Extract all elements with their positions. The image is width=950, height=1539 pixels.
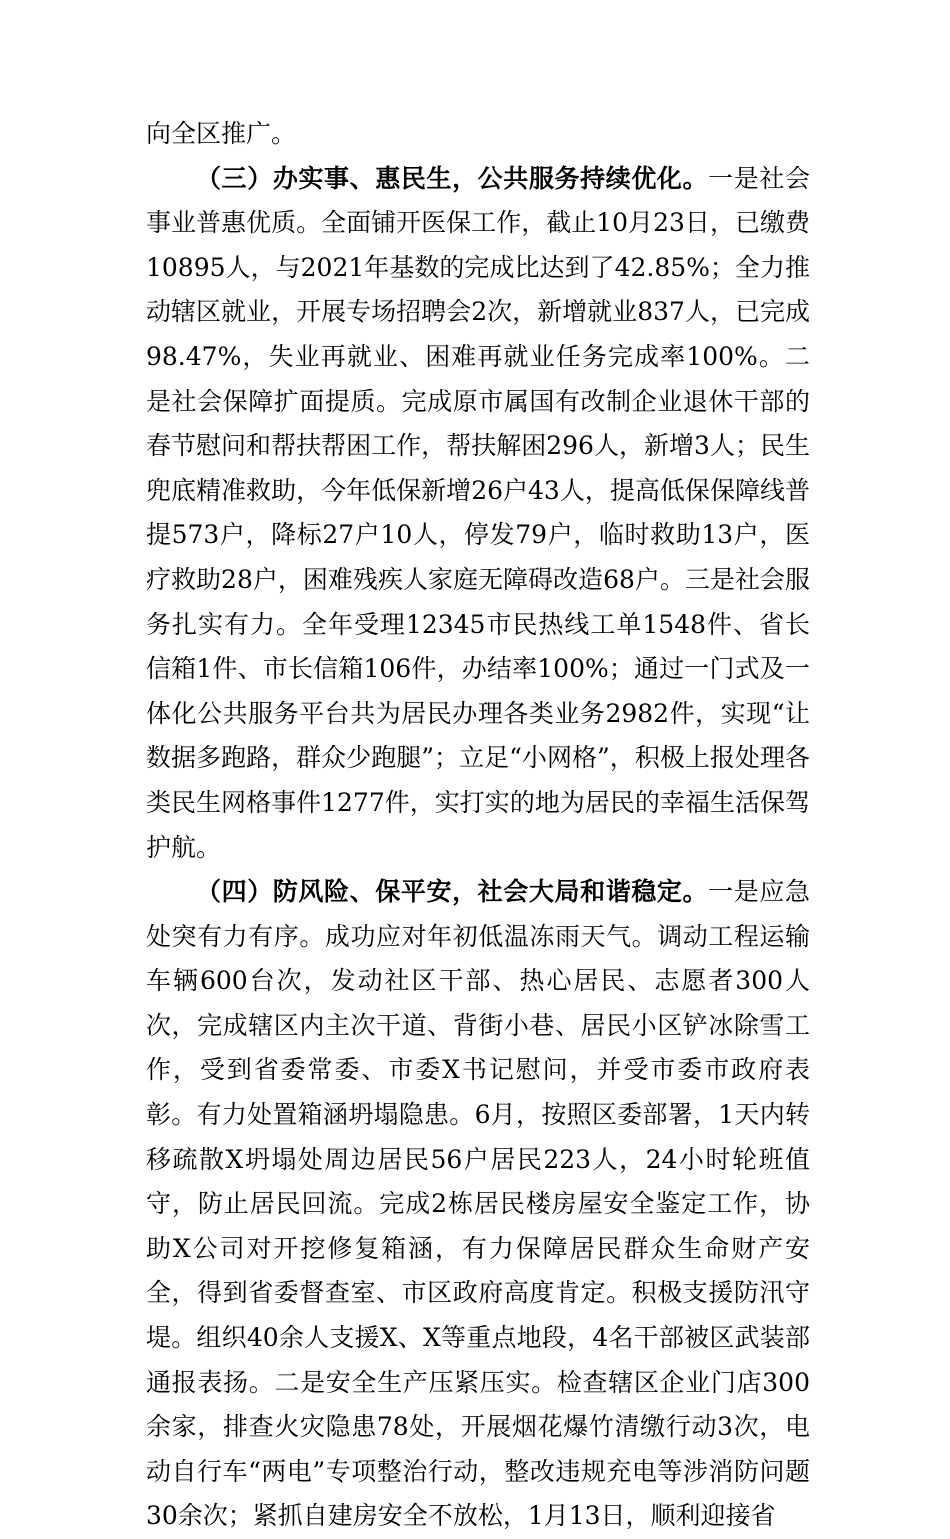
paragraph-section-three <box>146 157 810 871</box>
paragraph-body: 向全区推广。 <box>146 119 297 148</box>
paragraph-body: 一是应急处突有力有序。成功应对年初低温冻雨天气。调动工程运输车辆600台次，发动社区干部、热心居民、志愿者300人次，完成辖区内主次干道、背街小巷、居民小区铲冰除雪工作，受到省委常委、市委X书记慰问，并受市委市政府表彰。有力处置箱涵坍塌隐患。6月，按照区委部署，1天内转移疏散X坍塌处周边居民56户居民223人，24小时轮班值守，防止居民回流。完成2栋居民楼房屋安全鉴定工作，协助X公司对开挖修复箱涵，有力保障居民群众生命财产安全，得到省委督查室、市区政府高度肯定。积极支援防汛守堤。组织40余人支援X、X等重点地段，4名干部被区武装部通报表扬。二是安全生产压紧压实。检查辖区企业门店300余家，排查火灾隐患78处，开展烟花爆竹清缴行动3次，电动自行车“两电”专项整治行动，整改违规充电等涉消防问题30余次；紧抓自建房安全不放松，1月13日，顺利迎接省 <box>146 877 810 1531</box>
paragraph-body: 一是社会事业普惠优质。全面铺开医保工作，截止10月23日，已缴费10895人，与2021年基数的完成比达到了42.85%；全力推动辖区就业，开展专场招聘会2次，新增就业837人，已完成98.47%，失业再就业、困难再就业任务完成率100%。二是社会保障扩面提质。完成原市属国有改制企业退休干部的春节慰问和帮扶帮困工作，帮扶解困296人，新增3人；民生兜底精准救助，今年低保新增26户43人，提高低保保障线普提573户，降标27户10人，停发79户，临时救助13户，医疗救助28户，困难残疾人家庭无障碍改造68户。三是社会服务扎实有力。全年受理12345市民热线工单1548件、省长信箱1件、市长信箱106件，办结率100%；通过一门式及一体化公共服务平台共为居民办理各类业务2982件，实现“让数据多跑路，群众少跑腿”；立足“小网格”，积极上报处理各类民生网格事件1277件，实打实的地为居民的幸福生活保驾护航。 <box>146 163 810 862</box>
section-heading: （四）防风险、保平安，社会大局和谐稳定。 <box>196 877 709 907</box>
paragraph-continuation <box>146 112 810 157</box>
paragraph-section-four <box>146 870 810 1539</box>
section-heading: （三）办实事、惠民生，公共服务持续优化。 <box>196 163 709 193</box>
document-page <box>146 112 810 1539</box>
